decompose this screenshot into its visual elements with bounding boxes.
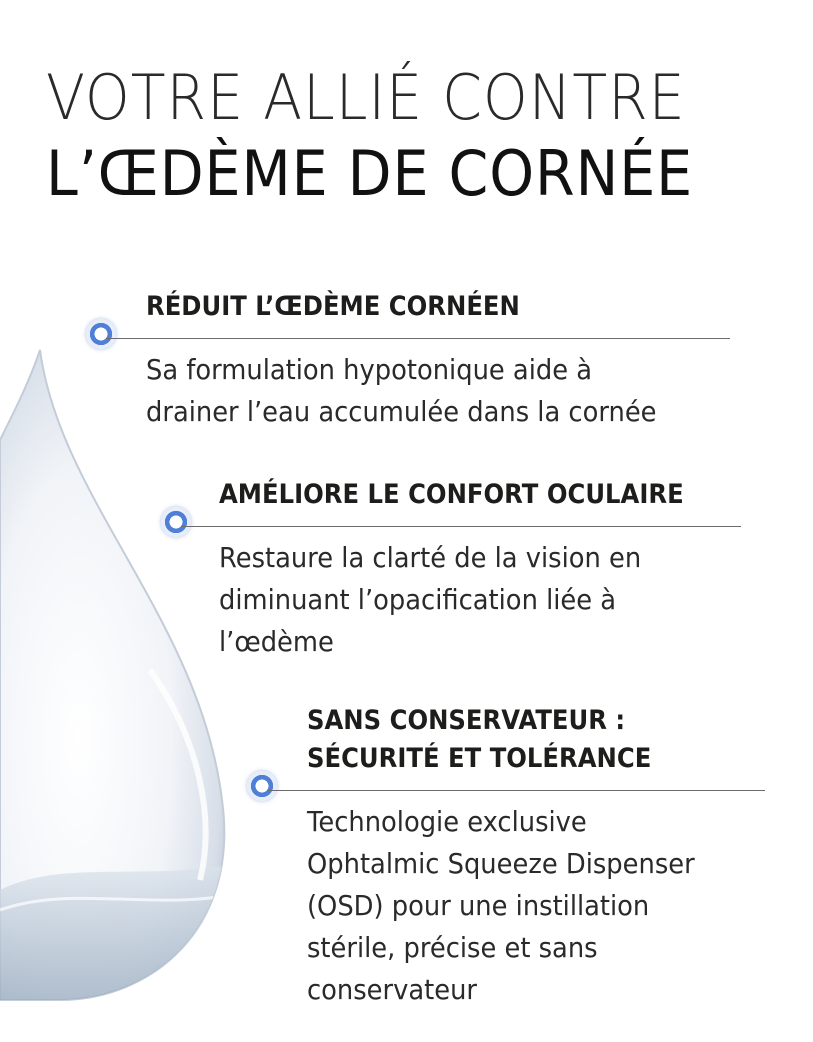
headline bbox=[46, 60, 749, 212]
feature-title: SANS CONSERVATEUR : SÉCURITÉ ET TOLÉRANCE bbox=[307, 705, 652, 774]
feature-description: Sa formulation hypotonique aide à drainer l’eau accumulée dans la cornée bbox=[146, 353, 657, 428]
bullet-icon bbox=[86, 319, 116, 349]
feature-description: Restaure la clarté de la vision en diminuant l’opacification liée à l’œdème bbox=[219, 541, 642, 658]
feature-1 bbox=[146, 288, 730, 433]
feature-description: Technologie exclusive Ophtalmic Squeeze Dispenser (OSD) pour une instillation stérile, précise et sans conservateur bbox=[307, 805, 695, 1006]
bullet-icon bbox=[161, 507, 191, 537]
feature-title: AMÉLIORE LE CONFORT OCULAIRE bbox=[219, 479, 684, 510]
feature-3 bbox=[307, 702, 765, 1011]
headline-line-2: L’ŒDÈME DE CORNÉE bbox=[46, 137, 694, 210]
headline-line-1: VOTRE ALLIÉ CONTRE bbox=[46, 61, 686, 134]
divider bbox=[106, 338, 730, 339]
bullet-icon bbox=[247, 771, 277, 801]
feature-2 bbox=[219, 476, 741, 663]
divider bbox=[181, 526, 741, 527]
feature-title: RÉDUIT L’ŒDÈME CORNÉEN bbox=[146, 291, 520, 322]
divider bbox=[267, 790, 765, 791]
